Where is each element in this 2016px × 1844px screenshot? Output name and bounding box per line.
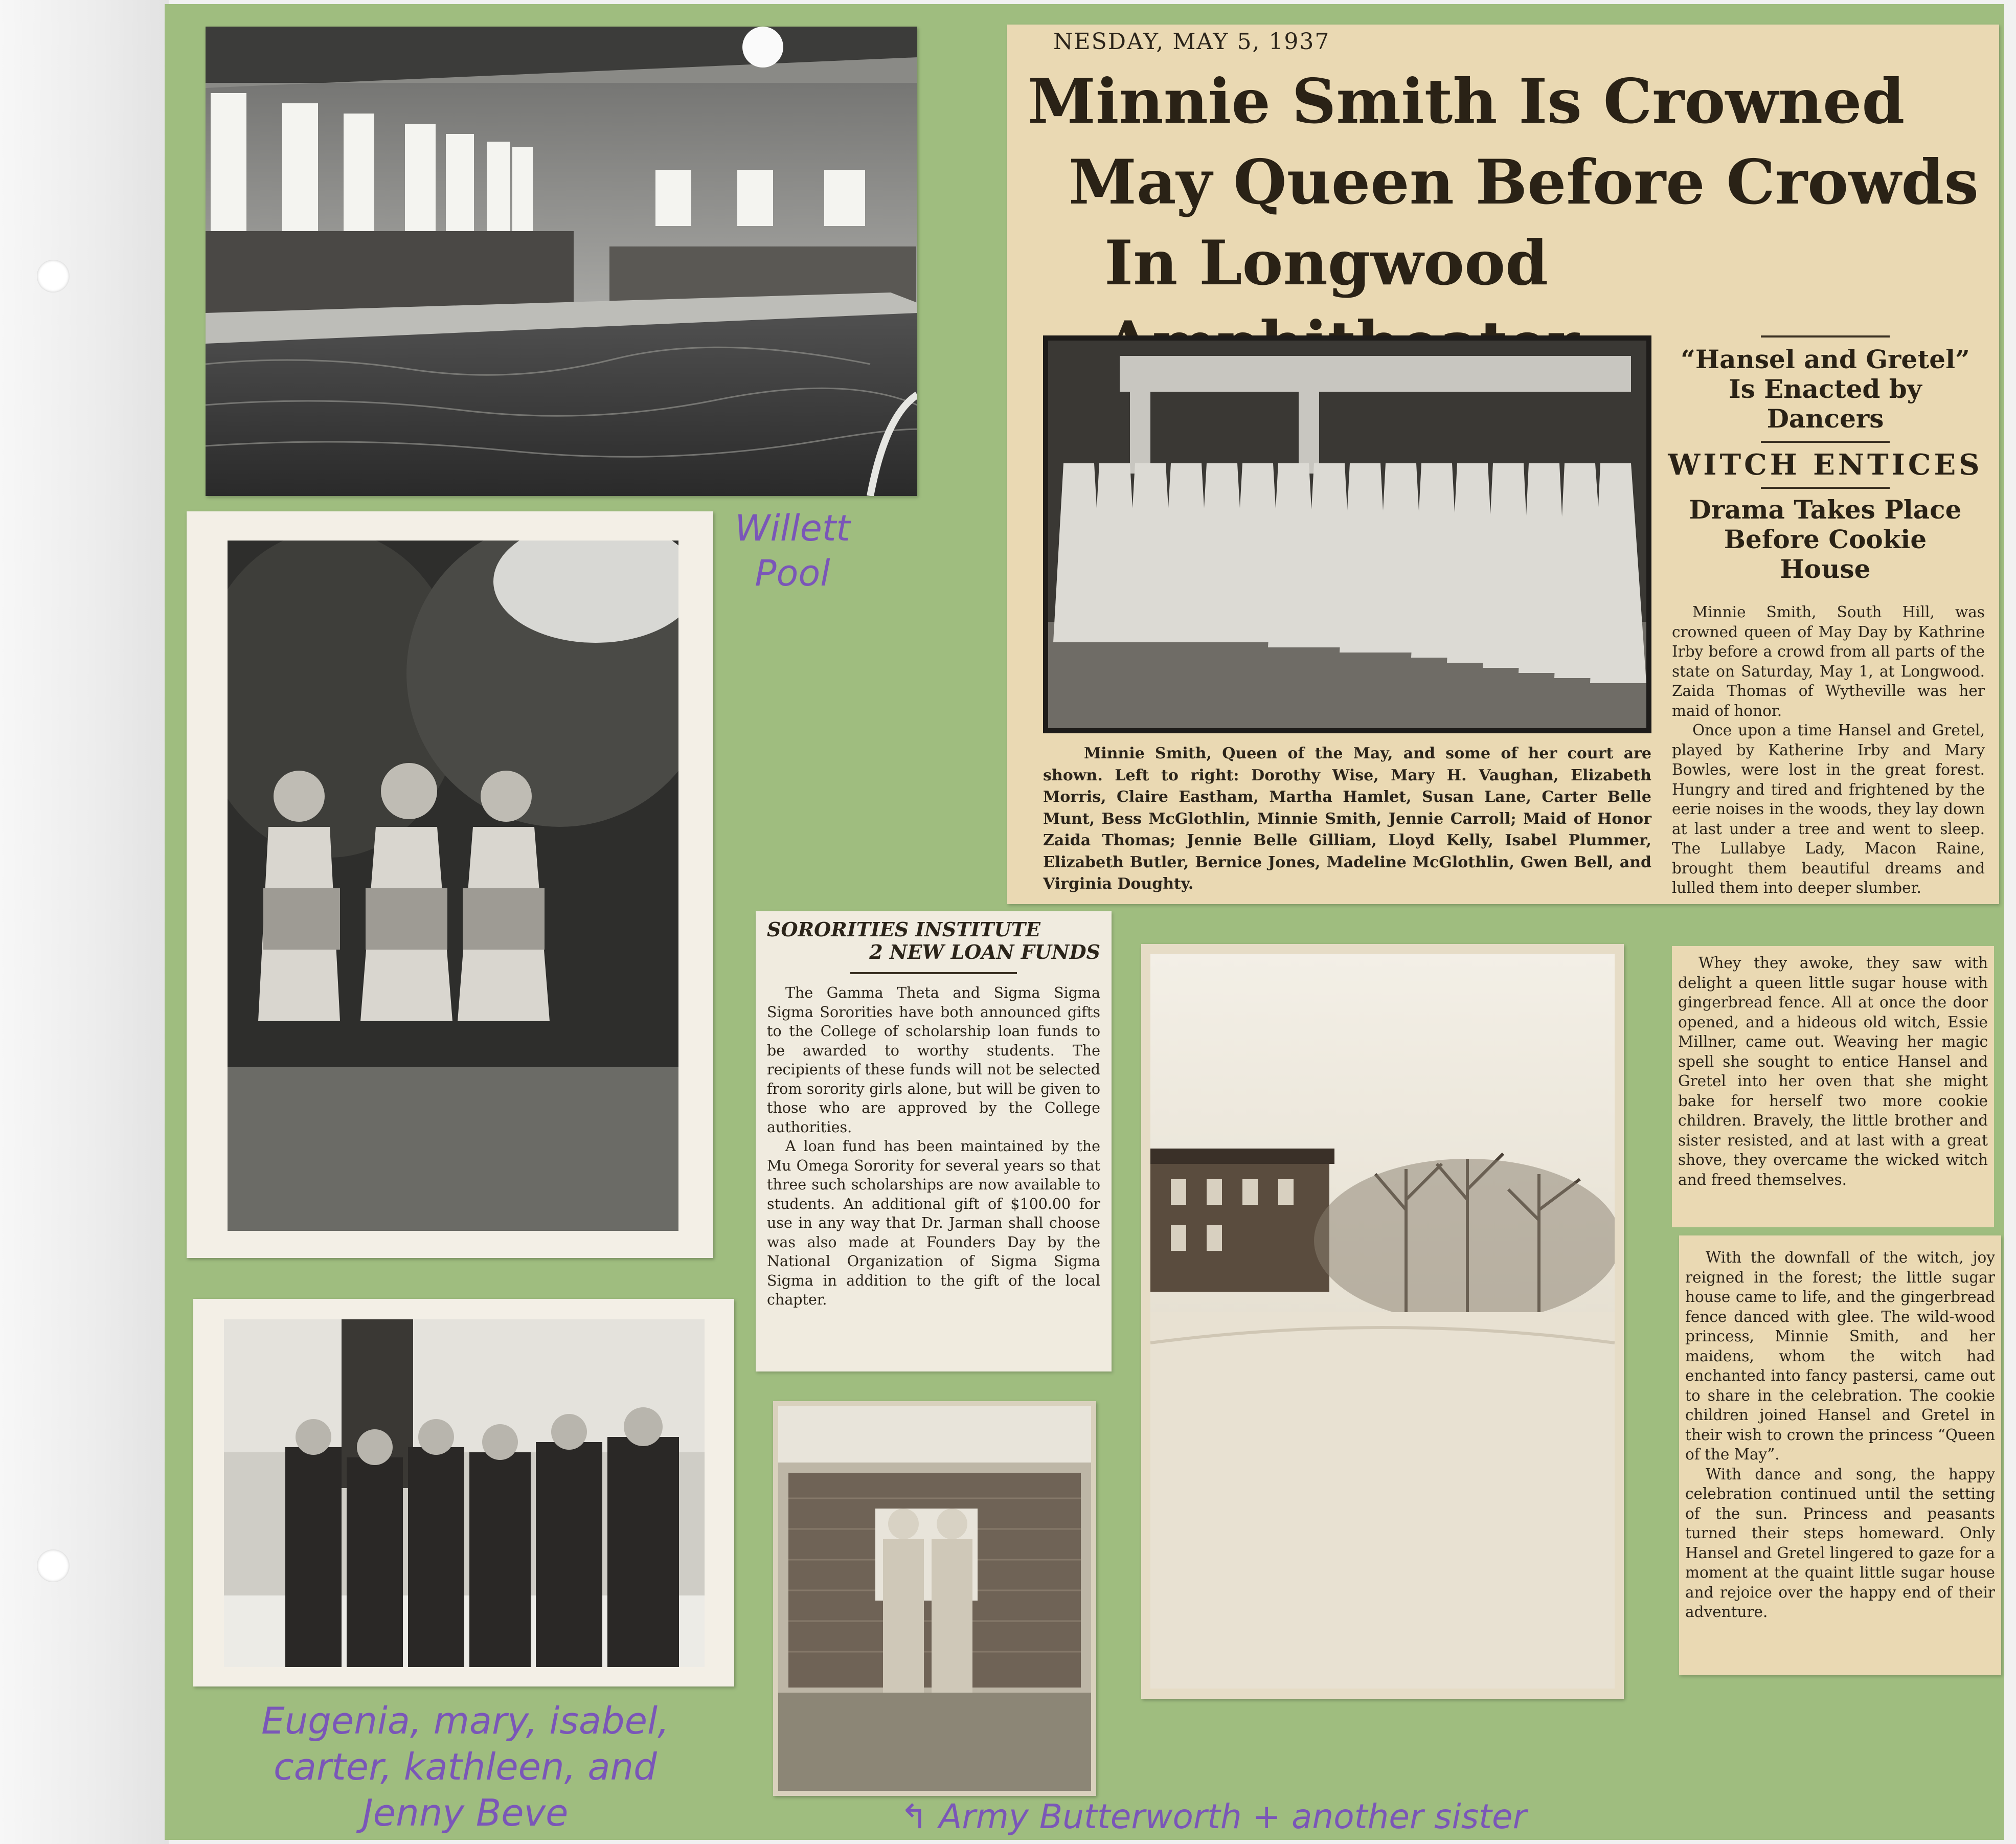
sororities-headline-line: 2 NEW LOAN FUNDS	[869, 940, 1100, 963]
three-girls-photo-image	[228, 541, 678, 1231]
pool-photo-image	[206, 27, 917, 496]
court-photo	[1043, 335, 1651, 733]
group-photo-image	[224, 1319, 705, 1667]
article-paragraph: With dance and song, the happy celebration continued until the setting of the sun. Princess and peasants turned their steps homeward. Only Hansel and Gretel lingered to gaze for a moment at the quaint little sugar house and rejoice over the happy end of their adventure.	[1685, 1465, 1995, 1621]
subheads	[1664, 332, 1986, 584]
sororities-paragraph: A loan fund has been maintained by the Mu Omega Sorority for several years so that three such scholarships are now available to students. An additional gift of $100.00 for use in any way that Dr. Jarman shall choose was also made at Founders Day by the National Organization of Sigma Sigma Sigma in addition to the gift of the local chapter.	[767, 1138, 1100, 1309]
subhead-rule	[1761, 441, 1890, 443]
snow-campus-photo-image	[1150, 954, 1615, 1689]
sororities-paragraph: The Gamma Theta and Sigma Sigma Sigma Sororities have both announced gifts to the College of scholarship loan funds to be awarded to worthy students. The recipients of these funds will not be selected from sorority girls alone, but will be given to those who are approved by the College authorities.	[767, 984, 1100, 1136]
article-continuation-2	[1679, 1235, 2001, 1675]
court-photo-caption: Minnie Smith, Queen of the May, and some of her court are shown. Left to right: Dorothy Wise, Mary H. Vaughan, Elizabeth Morris, Claire Eastham, Martha Hamlet, Susan Lane, Carter Belle Munt, Bess McGlothlin, Minnie Smith, Jennie Carroll; Maid of Honor Zaida Thomas; Jennie Belle Gilliam, Lloyd Kelly, Isabel Plummer, Elizabeth Butler, Bernice Jones, Madeline McGlothlin, Gwen Bell, and Virginia Doughty.	[1043, 745, 1651, 893]
group-caption	[194, 1698, 736, 1836]
group-caption-line: Eugenia, mary, isabel,	[261, 1699, 669, 1742]
subhead-line: House	[1780, 554, 1871, 584]
sisters-caption-text: Army Butterworth + another sister	[939, 1797, 1527, 1836]
subhead-line: Before Cookie	[1724, 524, 1927, 554]
subhead-rule	[1761, 487, 1890, 489]
article-column-top	[1672, 602, 1985, 898]
snow-campus-photo	[1141, 944, 1624, 1699]
subhead-line: Dancers	[1766, 403, 1884, 434]
binder-hole	[37, 1549, 70, 1582]
binder-hole	[37, 260, 70, 293]
sororities-headline-line: SORORITIES INSTITUTE	[767, 918, 1040, 941]
arrow-up-icon: ↰	[900, 1797, 939, 1836]
sisters-photo-image	[778, 1406, 1091, 1791]
article-continuation-1	[1672, 946, 1994, 1227]
group-photo	[193, 1299, 734, 1686]
subhead-line: Drama Takes Place	[1689, 494, 1962, 525]
article-paragraph: Whey they awoke, they saw with delight a queen little sugar house with gingerbread fence. All at once the door opened, and a hideous old witch, Essie Millner, came out. Weaving her magic spell she sought to entice Hansel and Gretel into her oven that she might bake for herself two more cookie children. Bravely, the little brother and sister resisted, and at last with a great shove, they overcame the wicked witch and freed themselves.	[1678, 954, 1988, 1188]
sororities-headline	[767, 918, 1100, 963]
article-paragraph: Minnie Smith, South Hill, was crowned queen of May Day by Kathrine Irby before a crowd from all parts of the state on Saturday, May 1, at Longwood. Zaida Thomas of Wytheville was her maid of honor.	[1672, 603, 1985, 719]
pool-photo	[206, 27, 917, 496]
sisters-photo	[773, 1401, 1096, 1796]
dateline: NESDAY, MAY 5, 1937	[1053, 29, 1330, 55]
article-paragraph: With the downfall of the witch, joy reigned in the forest; the little sugar house came to life, and the gingerbread fence danced with glee. The wild-wood princess, Minnie Smith, and her maidens, whom the witch had enchanted into fancy pastersi, came out to share in the celebration. The cookie children joined Hansel and Gretel in their wish to crown the princess “Queen of the May”.	[1685, 1249, 1995, 1463]
subhead-line: Is Enacted by	[1729, 374, 1922, 404]
subhead-hansel	[1664, 345, 1986, 434]
subhead-witch: WITCH ENTICES	[1668, 448, 1983, 482]
headline-line: In Longwood	[1104, 227, 1549, 299]
article-column-bottom	[1685, 1248, 1995, 1622]
headline-line: May Queen Before Crowds	[1069, 146, 1979, 218]
subhead-drama	[1664, 495, 1986, 584]
may-queen-clipping	[1007, 25, 1999, 904]
subhead-line: “Hansel and Gretel”	[1681, 344, 1970, 374]
article-paragraph: Once upon a time Hansel and Gretel, played by Katherine Irby and Mary Bowles, were lost in the great forest. Hungry and tired and frightened by the eerie noises in the woods, they lay down at last under a tree and went to sleep. The Lullabye Lady, Macon Raine, brought them beautiful dreams and lulled them into deeper slumber.	[1672, 722, 1985, 896]
subhead-rule	[1761, 335, 1890, 338]
group-caption-line: Jenny Beve	[362, 1791, 569, 1834]
group-caption-line: carter, kathleen, and	[274, 1745, 657, 1788]
three-girls-photo	[187, 511, 713, 1258]
binder-margin	[0, 0, 169, 1844]
sororities-clipping	[756, 911, 1112, 1371]
sisters-caption	[900, 1796, 1616, 1838]
headline-line: Minnie Smith Is Crowned	[1028, 65, 1905, 138]
pool-caption: Willett Pool	[735, 507, 850, 594]
sororities-rule	[850, 972, 1017, 974]
